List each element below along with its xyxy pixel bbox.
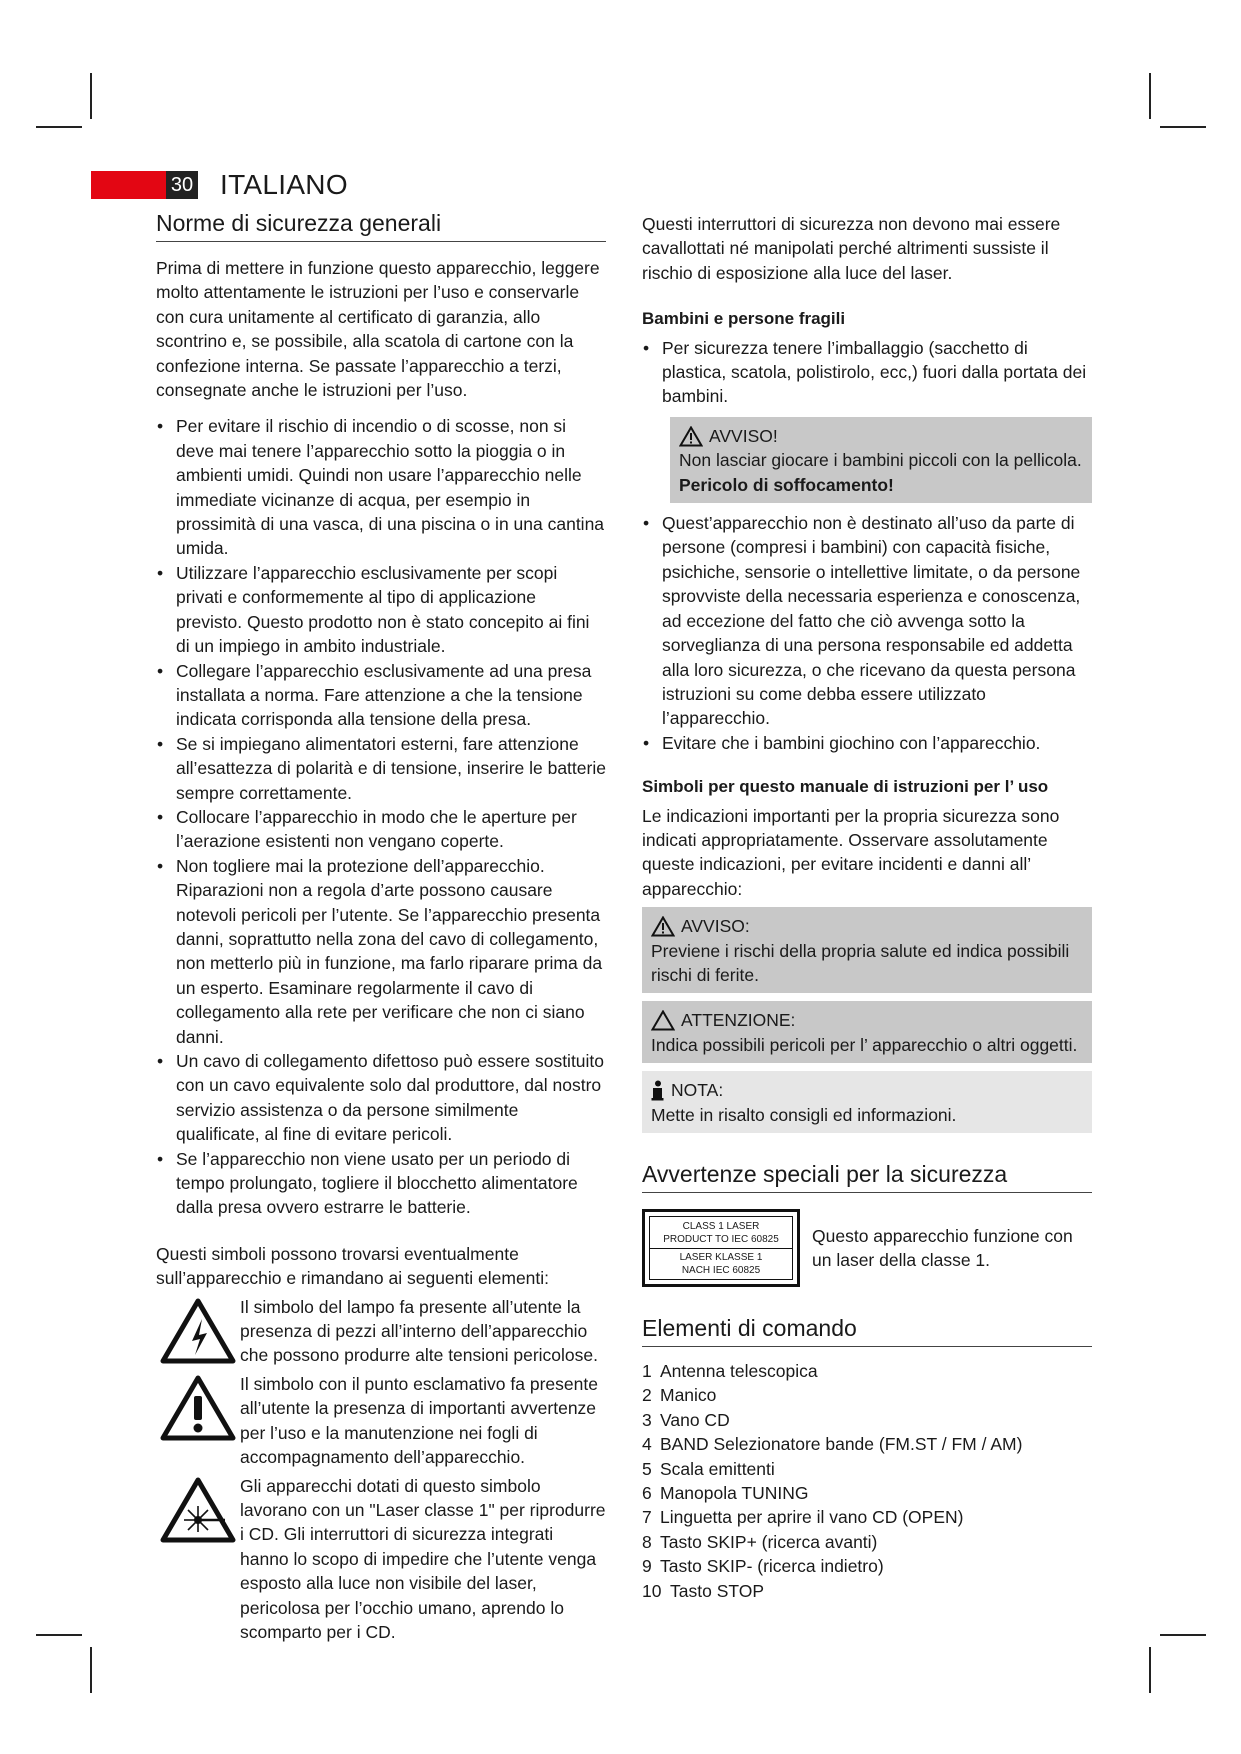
box-nota (642, 1071, 1092, 1133)
crop-mark (1149, 73, 1151, 119)
crop-mark (90, 73, 92, 119)
children-heading: Bambini e persone fragili (642, 309, 846, 329)
warning-box-title (679, 424, 1083, 448)
crop-mark (90, 1647, 92, 1693)
list-item: • Collocare l’apparecchio in modo che le aperture per l’aerazione esistenti non vengano coperte. (156, 805, 606, 854)
section-heading-special-safety: Avvertenze speciali per la sicurezza (642, 1159, 1092, 1193)
warning-triangle-icon (679, 426, 703, 447)
symbol-row-lightning (156, 1295, 606, 1368)
laser-label-line: PRODUCT TO IEC 60825 (663, 1234, 779, 1245)
box-avviso (642, 907, 1092, 993)
info-icon (651, 1080, 665, 1101)
crop-mark (1160, 1634, 1206, 1636)
children-bullet-list (642, 336, 1092, 409)
crop-mark (36, 126, 82, 128)
symbols-intro: Questi simboli possono trovarsi eventualmente sull’apparecchio e rimandano ai seguenti elementi: (156, 1243, 550, 1289)
box-nota-title (651, 1078, 1083, 1102)
list-item: • Per sicurezza tenere l’imballaggio (sacchetto di plastica, scatola, polistirolo, ecc,) fuori dalla portata dei bambini. (642, 336, 1092, 409)
section-heading-controls: Elementi di comando (642, 1313, 1092, 1347)
box-nota-label: NOTA: (671, 1080, 724, 1101)
laser-class-label (642, 1209, 800, 1287)
right-column (642, 212, 1092, 1603)
page-number: 30 (166, 171, 198, 199)
warning-text-bold: Pericolo di soffocamento! (679, 474, 894, 495)
list-item: • Se l’apparecchio non viene usato per un periodo di tempo prolungato, togliere il blocchetto alimentatore dalla presa ovvero estrarre le batterie. (156, 1147, 606, 1220)
list-item: • Un cavo di collegamento difettoso può essere sostituito con un cavo equivalente solo dal produttore, dal nostro servizio assistenza o da persone similmente qualificate, al fine di evitare pericoli. (156, 1049, 606, 1147)
switches-paragraph: Questi interruttori di sicurezza non devono mai essere cavallottati né manipolati perché altrimenti sussiste il rischio di esposizione alla luce del laser. (642, 214, 1061, 283)
list-item: 5 Scala emittenti (642, 1458, 775, 1479)
laser-class-row (642, 1209, 1092, 1287)
language-title: ITALIANO (220, 169, 348, 200)
list-item: • Collegare l’apparecchio esclusivamente ad una presa installata a norma. Fare attenzione a che la tensione indicata corrisponda alla tensione della presa. (156, 659, 606, 732)
symbol-description: Il simbolo con il punto esclamativo fa presente all’utente la presenza di importanti avvertenze per l’uso e la manutenzione nei fogli di accompagnamento dell’apparecchio. (240, 1373, 598, 1468)
warning-box-children (670, 417, 1092, 503)
list-item: • Per evitare il rischio di incendio o di scosse, non si deve mai tenere l’apparecchio sotto la pioggia o in ambienti umidi. Quindi non usare l’apparecchio nelle immediate vicinanze di acqua, per esempio in prossimità di una vasca, di una piscina o in una cantina umida. (156, 414, 606, 560)
list-item: 10 Tasto STOP (642, 1580, 765, 1601)
exclamation-warning-icon (156, 1372, 240, 1442)
safety-bullet-list (156, 414, 606, 1219)
box-avviso-label: AVVISO: (681, 916, 750, 937)
laser-description: Questo apparecchio funzione con un laser della classe 1. (812, 1225, 1073, 1270)
laser-label-line: NACH IEC 60825 (681, 1265, 761, 1276)
controls-list (642, 1359, 1092, 1603)
symbols-manual-paragraph: Le indicazioni importanti per la propria sicurezza sono indicati appropriatamente. Osservare assolutamente queste indicazioni, per evitare incidenti e danni all’ apparecchio: (642, 805, 1060, 899)
box-attenzione (642, 1001, 1092, 1063)
warning-text: Non lasciar giocare i bambini piccoli con la pellicola. (679, 450, 1082, 471)
list-item: 4 BAND Selezionatore bande (FM.ST / FM / AM) (642, 1434, 1023, 1455)
intro-paragraph: Prima di mettere in funzione questo apparecchio, leggere molto attentamente le istruzioni per l’uso e conservarle con cura unitamente al certificato di garanzia, allo scontrino e, se possibile, alla scatola di cartone con la confezione interna. Se passate l’apparecchio a terzi, consegnate anche le istruzioni per l’uso. (156, 258, 600, 401)
symbol-row-exclamation (156, 1372, 606, 1470)
children-bullet-list-2 (642, 511, 1092, 755)
list-item: • Quest’apparecchio non è destinato all’uso da parte di persone (compresi i bambini) con capacità fisiche, psichiche, sensorie o intellettive limitate, o da persone sprovviste della necessaria esperienza e conoscenza, ad eccezione del fatto che ciò avvenga sotto la sorveglianza di una persona responsabile ed addetta alla loro sicurezza, o che ricevano da questa persona istruzioni su come debba essere utilizzato l’apparecchio. (642, 511, 1092, 731)
laser-label-line: CLASS 1 LASER (682, 1221, 760, 1232)
list-item: • Evitare che i bambini giochino con l’apparecchio. (642, 731, 1092, 755)
list-item: 3 Vano CD (642, 1409, 730, 1430)
symbol-row-laser (156, 1474, 606, 1645)
box-attenzione-text: Indica possibili pericoli per l’ apparecchio o altri oggetti. (651, 1034, 1078, 1055)
list-item: • Se si impiegano alimentatori esterni, fare attenzione all’esattezza di polarità e di tensione, inserire le batterie sempre correttamente. (156, 732, 606, 805)
list-item: 8 Tasto SKIP+ (ricerca avanti) (642, 1531, 878, 1552)
laser-warning-icon (156, 1474, 240, 1544)
crop-mark (1160, 126, 1206, 128)
symbol-description: Gli apparecchi dotati di questo simbolo lavorano con un "Laser classe 1" per riprodurre i CD. Gli interruttori di sicurezza integrati hanno lo scopo di impedire che l’utente venga esposto alla luce non visibile del laser, pericolosa per l’occhio umano, aprendo lo scomparto per i CD. (240, 1475, 606, 1642)
warning-label: AVVISO! (709, 425, 778, 446)
crop-mark (36, 1634, 82, 1636)
list-item: 1 Antenna telescopica (642, 1361, 818, 1381)
laser-label-line: LASER KLASSE 1 (679, 1252, 763, 1263)
box-attenzione-label: ATTENZIONE: (681, 1010, 796, 1031)
list-item: • Non togliere mai la protezione dell’apparecchio. Riparazioni non a regola d’arte possono causare notevoli pericoli per l’utente. Se l’apparecchio presenta danni, soprattutto nella zona del cavo di collegamento, non metterlo più in funzione, ma farlo riparare prima da un esperto. Esaminare regolarmente il cavo di collegamento alla rete per verificare che non ci siano danni. (156, 854, 606, 1049)
header-color-bar (91, 171, 166, 199)
section-heading-general-safety: Norme di sicurezza generali (156, 208, 606, 242)
list-item: • Utilizzare l’apparecchio esclusivamente per scopi privati e conformemente al tipo di applicazione previsto. Questo prodotto non è stato concepito ai fini di un impiego in ambito industriale. (156, 561, 606, 659)
list-item: 6 Manopola TUNING (642, 1483, 809, 1504)
box-attenzione-title (651, 1008, 1083, 1032)
crop-mark (1149, 1647, 1151, 1693)
caution-triangle-icon (651, 1010, 675, 1031)
list-item: 2 Manico (642, 1385, 717, 1406)
left-column (156, 208, 606, 1648)
list-item: 7 Linguetta per aprire il vano CD (OPEN) (642, 1507, 964, 1528)
box-avviso-title (651, 914, 1083, 938)
box-avviso-text: Previene i rischi della propria salute ed indica possibili rischi di ferite. (651, 940, 1070, 985)
symbols-manual-heading: Simboli per questo manuale di istruzioni per l’ uso (642, 777, 1049, 797)
warning-triangle-icon (651, 916, 675, 937)
box-nota-text: Mette in risalto consigli ed informazioni. (651, 1104, 957, 1125)
symbol-description: Il simbolo del lampo fa presente all’utente la presenza di pezzi all’interno dell’apparecchio che possono produrre alte tensioni pericolose. (240, 1296, 598, 1366)
list-item: 9 Tasto SKIP- (ricerca indietro) (642, 1556, 884, 1577)
lightning-warning-icon (156, 1295, 240, 1365)
